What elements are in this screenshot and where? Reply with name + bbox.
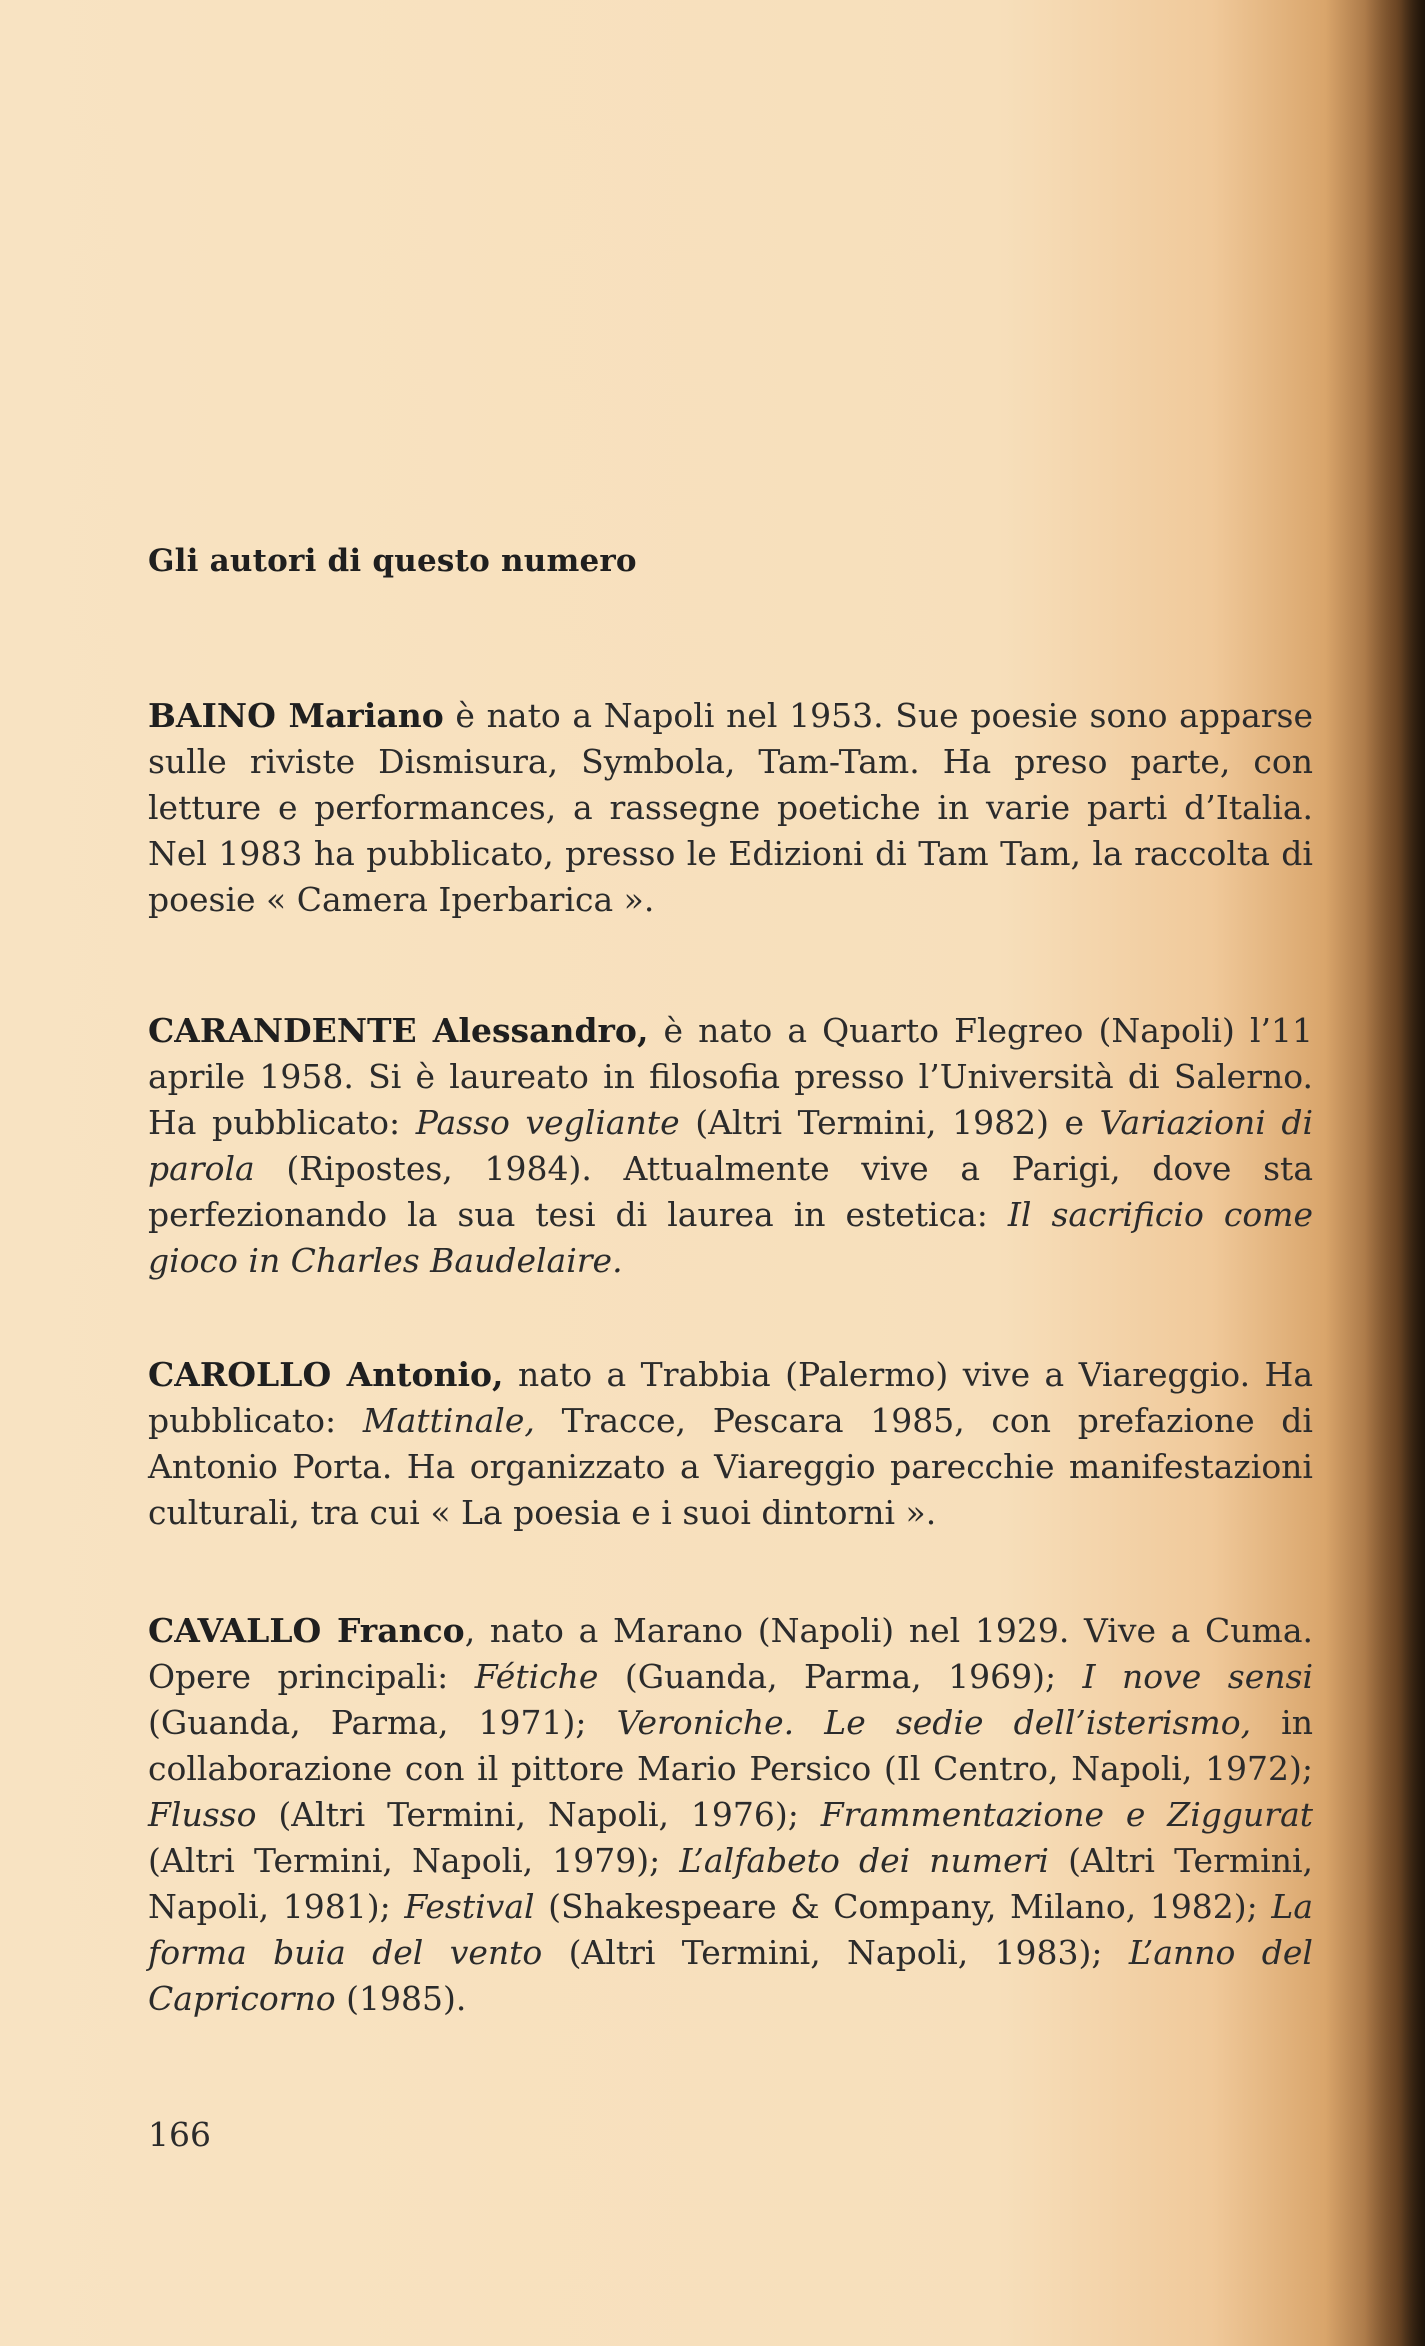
work-title: Festival <box>404 1887 535 1926</box>
author-name: CAROLLO Antonio, <box>148 1355 504 1394</box>
entry-text: (Altri Termini, Napoli, 1983); <box>542 1933 1129 1972</box>
author-name: CARANDENTE Alessandro, <box>148 1011 649 1050</box>
work-title: Mattinale, <box>362 1401 535 1440</box>
section-heading: Gli autori di questo numero <box>148 543 637 579</box>
author-name: CAVALLO Franco <box>148 1611 465 1650</box>
author-entry-carandente <box>148 1008 1313 1284</box>
author-entry-cavallo <box>148 1608 1313 2022</box>
entry-text: (Shakespeare & Company, Milano, 1982); <box>534 1887 1272 1926</box>
work-title: Flusso <box>148 1795 257 1834</box>
work-title: L’anno del Capricorno <box>148 1933 1313 2018</box>
spine-shadow <box>1365 0 1425 2346</box>
work-title: Variazioni di parola <box>148 1103 1314 1188</box>
author-entry-baino <box>148 693 1313 923</box>
entry-text: (1985). <box>335 1979 467 2018</box>
author-name: BAINO Mariano <box>148 696 444 735</box>
entry-text: in collaborazione con il pittore Mario Persico (Il Centro, Napoli, 1972); <box>148 1703 1313 1788</box>
work-title: La forma buia del vento <box>148 1887 1313 1972</box>
work-title: L’alfabeto dei numeri <box>679 1841 1049 1880</box>
entry-text: (Altri Termini, Napoli, 1981); <box>148 1841 1313 1926</box>
work-title: Il sacrificio come gioco in Charles Baudelaire. <box>148 1195 1314 1280</box>
work-title: I nove sensi <box>1082 1657 1313 1696</box>
entry-text: (Altri Termini, 1982) e <box>679 1103 1100 1142</box>
work-title: Frammentazione e Ziggurat <box>820 1795 1314 1834</box>
entry-text: (Ripostes, 1984). Attualmente vive a Parigi, dove sta perfezionando la sua tesi di laurea in estetica: <box>148 1149 1313 1234</box>
page-number: 166 <box>148 2115 211 2154</box>
work-title: Fétiche <box>474 1657 599 1696</box>
entry-text: (Altri Termini, Napoli, 1979); <box>148 1841 680 1880</box>
entry-text: , nato a Marano (Napoli) nel 1929. Vive a Cuma. Opere principali: <box>148 1611 1314 1696</box>
entry-text: (Guanda, Parma, 1971); <box>148 1703 617 1742</box>
entry-text: Tracce, Pescara 1985, con prefazione di Antonio Porta. Ha organizzato a Viareggio parecchie manifestazioni culturali, tra cui « La poesia e i suoi dintorni ». <box>148 1401 1313 1532</box>
entry-text: è nato a Napoli nel 1953. Sue poesie sono apparse sulle riviste Dismisura, Symbola, Tam-Tam. Ha preso parte, con letture e performances, a rassegne poetiche in varie parti d’Italia. Nel 1983 ha pubblicato, presso le Edizioni di Tam Tam, la raccolta di poesie « Camera Iperbarica ». <box>148 696 1313 919</box>
entry-text: è nato a Quarto Flegreo (Napoli) l’11 aprile 1958. Si è laureato in filosofia presso l’Università di Salerno. Ha pubblicato: <box>148 1011 1313 1142</box>
author-entry-carollo <box>148 1352 1313 1536</box>
entry-text: (Guanda, Parma, 1969); <box>598 1657 1083 1696</box>
entry-text: (Altri Termini, Napoli, 1976); <box>256 1795 821 1834</box>
entry-text: nato a Trabbia (Palermo) vive a Viareggio. Ha pubblicato: <box>148 1355 1313 1440</box>
work-title: Veroniche. Le sedie dell’isterismo, <box>616 1703 1252 1742</box>
work-title: Passo vegliante <box>415 1103 680 1142</box>
